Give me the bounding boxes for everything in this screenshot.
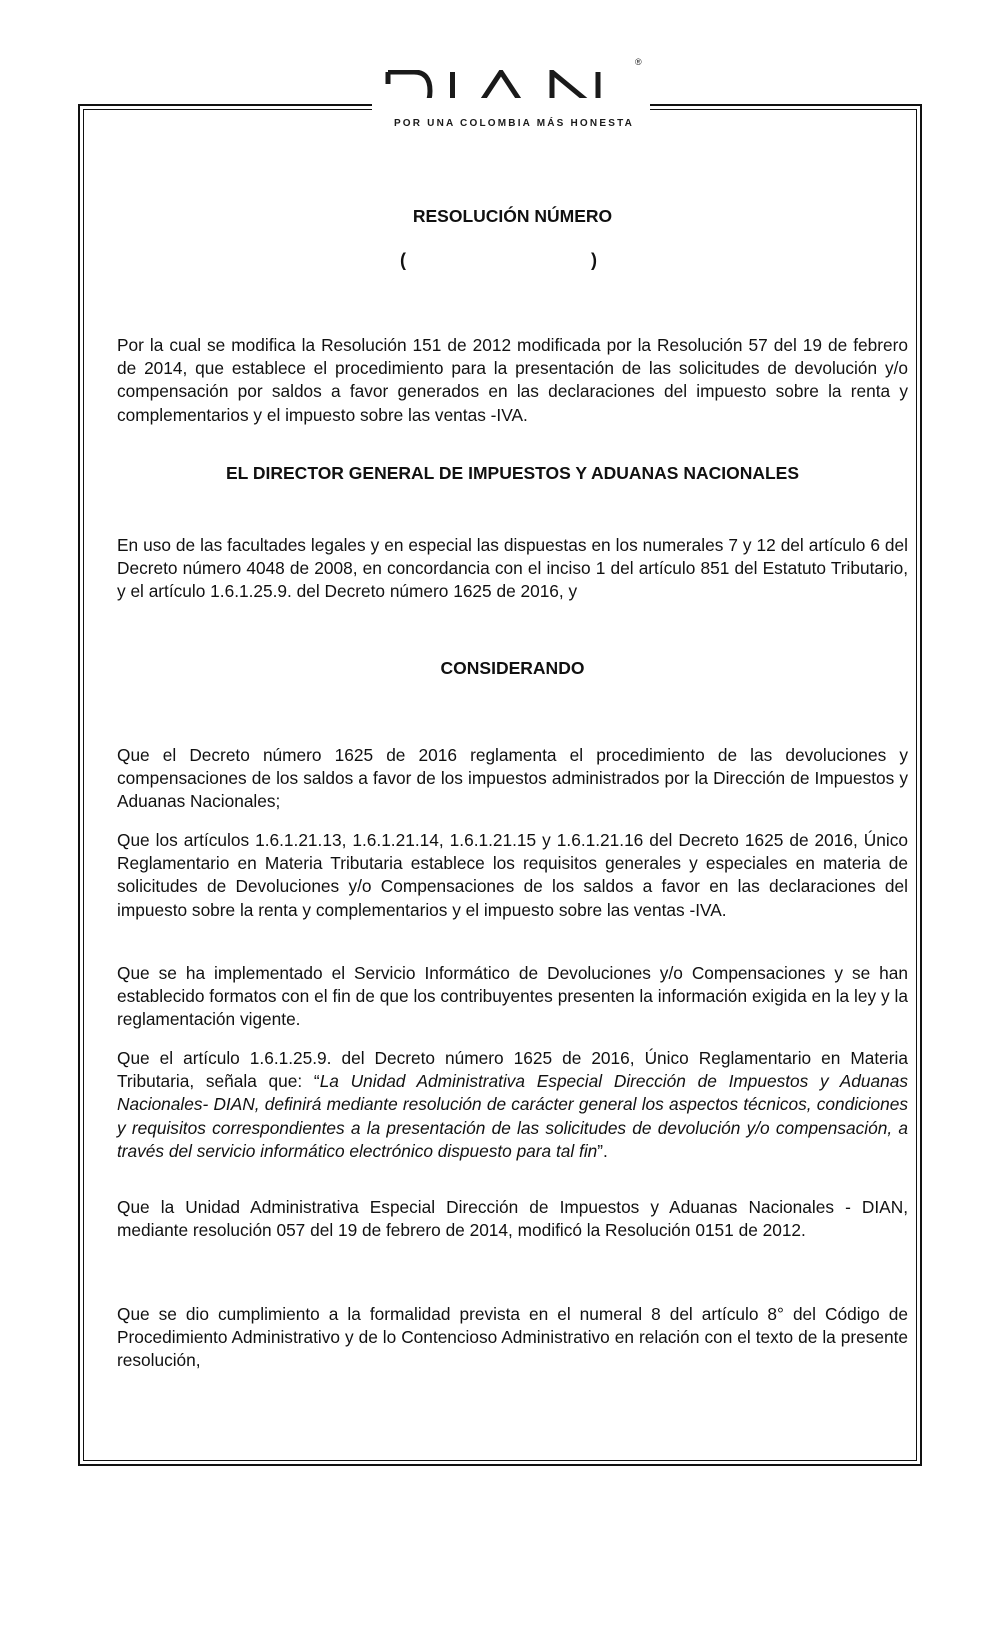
resolution-title: RESOLUCIÓN NÚMERO <box>412 206 613 226</box>
logo-tagline: POR UNA COLOMBIA MÁS HONESTA <box>393 118 635 129</box>
resolution-subject: Por la cual se modifica la Resolución 151 de 2012 modificada por la Resolución 57 del 19 de febrero de 2014, que establece el procedimiento para la presentación de las solicitudes de devolución y/o compensación por saldos a favor generados en las declaraciones del impuesto sobre la renta y complementarios y el impuesto sobre las ventas -IVA. <box>117 335 908 425</box>
frame-logo-gap <box>372 98 650 114</box>
consideration-4-end: ”. <box>597 1140 608 1161</box>
powers-paragraph: En uso de las facultades legales y en especial las dispuestas en los numerales 7 y 12 del artículo 6 del Decreto número 4048 de 2008, en concordancia con el inciso 1 del artículo 851 del Estatuto Tributario, y el artículo 1.6.1.25.9. del Decreto número 1625 de 2016, y <box>117 535 908 602</box>
consideration-4 <box>117 1047 908 1163</box>
number-open-paren: ( <box>400 250 406 270</box>
consideration-1: Que el Decreto número 1625 de 2016 reglamenta el procedimiento de las devoluciones y compensaciones de los saldos a favor de los impuestos administrados por la Dirección de Impuestos y Aduanas Nacionales; <box>117 745 908 812</box>
consideration-4-intro: Que el artículo 1.6.1.25.9. del Decreto número 1625 de 2016, Único Reglamentario en Materia Tributaria, señala que: “ <box>117 1048 908 1092</box>
consideration-3: Que se ha implementado el Servicio Informático de Devoluciones y/o Compensaciones y se han establecido formatos con el fin de que los contribuyentes presenten la información exigida en la ley y la reglamentación vigente. <box>117 963 908 1030</box>
consideration-2: Que los artículos 1.6.1.21.13, 1.6.1.21.14, 1.6.1.21.15 y 1.6.1.21.16 del Decreto 1625 de 2016, Único Reglamentario en Materia Tributaria establece los requisitos generales y especiales en materia de solicitudes de Devoluciones y/o Compensaciones de los saldos a favor en las declaraciones del impuesto sobre la renta y complementarios y el impuesto sobre las ventas -IVA. <box>117 830 908 920</box>
consideration-5: Que la Unidad Administrativa Especial Dirección de Impuestos y Aduanas Nacionales - DIAN, mediante resolución 057 del 19 de febrero de 2014, modificó la Resolución 0151 de 2012. <box>117 1197 908 1241</box>
consideration-6: Que se dio cumplimiento a la formalidad prevista en el numeral 8 del artículo 8° del Código de Procedimiento Administrativo y de lo Contencioso Administrativo en relación con el texto de la presente resolución, <box>117 1304 908 1371</box>
considering-heading: CONSIDERANDO <box>440 658 585 678</box>
number-close-paren: ) <box>591 250 597 270</box>
authority-heading: EL DIRECTOR GENERAL DE IMPUESTOS Y ADUANAS NACIONALES <box>225 463 800 483</box>
registered-mark: ® <box>635 57 642 67</box>
consideration-4-quote: La Unidad Administrativa Especial Dirección de Impuestos y Aduanas Nacionales- DIAN, definirá mediante resolución de carácter general los aspectos técnicos, condiciones y requisitos correspondientes a la presentación de las solicitudes de devolución y/o compensación, a través del servicio informático electrónico dispuesto para tal fin <box>117 1071 908 1161</box>
